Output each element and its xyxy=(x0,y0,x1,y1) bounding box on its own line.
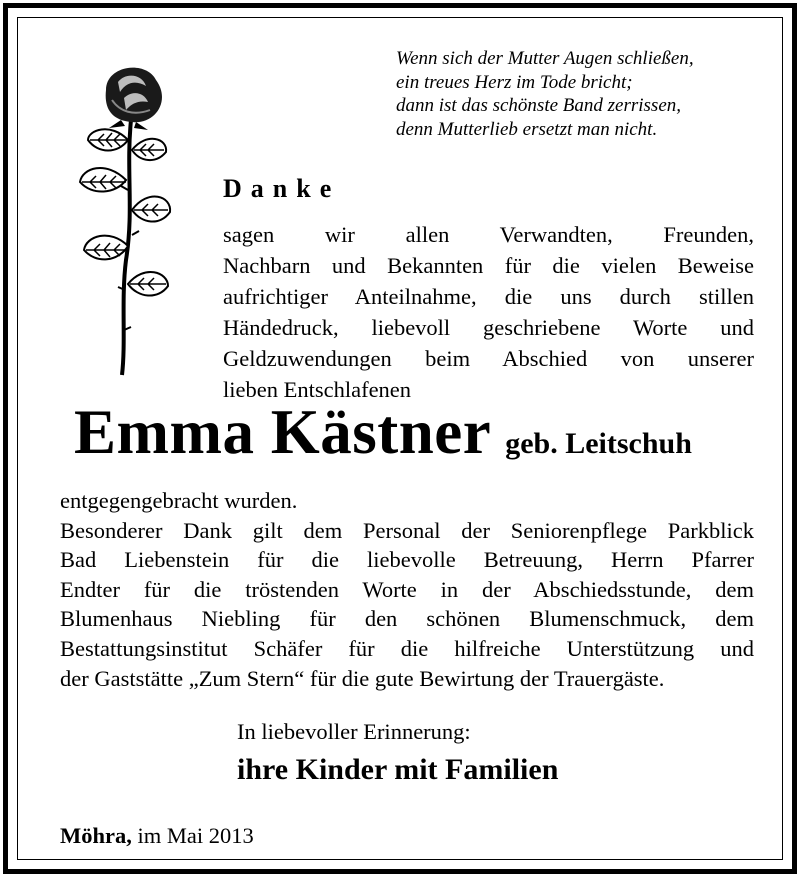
poem-line: denn Mutterlieb ersetzt man nicht. xyxy=(396,118,658,140)
deceased-name: Emma Kästner xyxy=(74,397,492,467)
thanks-paragraph xyxy=(60,486,754,693)
rose-icon xyxy=(76,60,176,380)
intro-line: Nachbarn und Bekannten für die vielen Beweise xyxy=(223,253,754,278)
poem xyxy=(396,47,776,141)
poem-line: ein treues Herz im Tode bricht; xyxy=(396,71,633,93)
body-line: der Gaststätte „Zum Stern“ für die gute Bewirtung der Trauergäste. xyxy=(60,665,665,691)
place-date xyxy=(60,823,254,849)
intro-line: sagen wir allen Verwandten, Freunden, xyxy=(223,222,754,247)
heading-danke: Danke xyxy=(223,174,341,203)
poem-line: dann ist das schönste Band zerrissen, xyxy=(396,95,681,116)
body-line: Blumenhaus Niebling für den schönen Blumenschmuck, dem xyxy=(60,606,754,632)
intro-line: aufrichtiger Anteilnahme, die uns durch stillen xyxy=(223,284,754,309)
body-line: entgegengebracht wurden. xyxy=(60,488,298,513)
signatories: ihre Kinder mit Familien xyxy=(237,753,559,786)
intro-line: Geldzuwendungen beim Abschied von unserer xyxy=(223,346,754,371)
memory-line: In liebevoller Erinnerung: xyxy=(237,719,471,744)
maiden-name: geb. Leitschuh xyxy=(505,427,692,460)
deceased-name-row xyxy=(74,396,692,469)
date: im Mai 2013 xyxy=(137,823,254,848)
intro-line: lieben Entschlafenen xyxy=(223,377,412,402)
intro-paragraph xyxy=(223,219,754,405)
place: Möhra, xyxy=(60,823,132,848)
poem-line: Wenn sich der Mutter Augen schließen, xyxy=(396,48,694,69)
obituary-card xyxy=(3,3,797,874)
body-line: Endter für die tröstenden Worte in der Abschiedsstunde, dem xyxy=(60,576,754,602)
body-line: Bestattungsinstitut Schäfer für die hilfreiche Unterstützung und xyxy=(60,635,754,661)
intro-line: Händedruck, liebevoll geschriebene Worte und xyxy=(223,315,754,340)
body-line: Bad Liebenstein für die liebevolle Betreuung, Herrn Pfarrer xyxy=(60,547,754,573)
body-line: Besonderer Dank gilt dem Personal der Seniorenpflege Parkblick xyxy=(60,517,754,543)
